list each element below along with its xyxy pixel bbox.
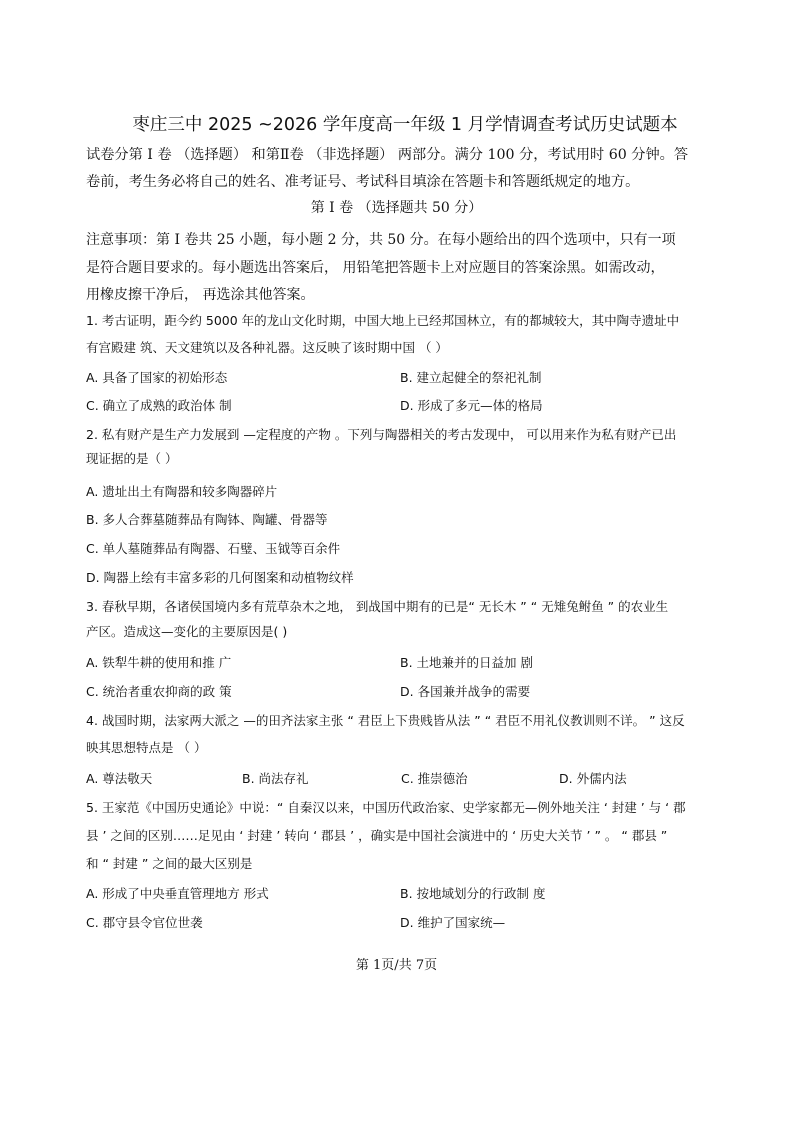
question-1-stem-line-1: 1. 考古证明，距今约 5000 年的龙山文化时期，中国大地上已经邦国林立，有的都城较大，其中陶寺遗址中 — [86, 313, 680, 328]
page-footer: 第 1页/共 7页 — [355, 958, 438, 973]
intro-line-1: 试卷分第 I 卷 （选择题） 和第Ⅱ卷 （非选择题） 两部分。满分 100 分，考试用时 60 分钟。答 — [86, 147, 689, 163]
notice-line-3: 用橡皮擦干净后， 再选涂其他答案。 — [86, 287, 315, 303]
question-2-option-b: B. 多人合葬墓随葬品有陶钵、陶罐、骨器等 — [86, 512, 328, 527]
question-1-option-b: B. 建立起健全的祭祀礼制 — [400, 370, 542, 385]
notice-line-2: 是符合题目要求的。每小题选出答案后， 用铅笔把答题卡上对应题目的答案涂黑。如需改动， — [86, 260, 665, 276]
question-1-stem-line-2: 有宫殿建 筑、天文建筑以及各种礼器。这反映了该时期中国 （ ） — [86, 340, 448, 355]
question-1-option-a: A. 具备了国家的初始形态 — [86, 370, 228, 385]
question-4-stem-line-1: 4. 战国时期，法家两大派之 —的田齐法家主张 “ 君臣上下贵贱皆从法 ” “ 君臣不用礼仪教训则不详。 ” 这反 — [86, 713, 685, 728]
question-5-stem-line-1: 5. 王家范《中国历史通论》中说：“ 自秦汉以来，中国历代政治家、史学家都无—例外地关注 ‘ 封建 ’ 与 ‘ 郡 — [86, 800, 686, 815]
question-4-option-a: A. 尊法敬天 — [86, 771, 153, 786]
question-4-option-b: B. 尚法存礼 — [242, 771, 309, 786]
question-4-option-d: D. 外儒内法 — [559, 771, 627, 786]
question-3-option-c: C. 统治者重农抑商的政 策 — [86, 684, 232, 699]
question-4-option-c: C. 推崇德治 — [401, 771, 468, 786]
question-2-stem-line-2: 现证据的是（ ） — [86, 451, 178, 466]
question-3-option-d: D. 各国兼并战争的需要 — [400, 684, 531, 699]
question-5-stem-line-3: 和 “ 封建 ” 之间的最大区别是 — [86, 856, 253, 871]
question-3-option-a: A. 铁犁牛耕的使用和推 广 — [86, 655, 232, 670]
question-5-option-d: D. 维护了国家统— — [400, 915, 506, 930]
question-5-option-b: B. 按地域划分的行政制 度 — [400, 886, 546, 901]
exam-title: 枣庄三中 2025 ~2026 学年度高一年级 1 月学情调查考试历史试题本 — [132, 115, 678, 135]
question-5-option-c: C. 郡守县令官位世袭 — [86, 915, 203, 930]
intro-line-2: 卷前，考生务必将自己的姓名、准考证号、考试科目填涂在答题卡和答题纸规定的地方。 — [86, 174, 640, 190]
question-5-stem-line-2: 县 ’ 之间的区别……足见由 ‘ 封建 ’ 转向 ‘ 郡县 ’ ，确实是中国社会演进中的 ‘ 历史大关节 ’ ” 。 “ 郡县 ” — [86, 828, 668, 843]
question-1-option-c: C. 确立了成熟的政治体 制 — [86, 398, 232, 413]
question-3-stem-line-2: 产区。造成这—变化的主要原因是( ) — [86, 624, 288, 639]
section-title: 第 I 卷 （选择题共 50 分） — [310, 200, 483, 216]
question-2-option-a: A. 遗址出土有陶器和较多陶器碎片 — [86, 484, 278, 499]
question-2-stem-line-1: 2. 私有财产是生产力发展到 —定程度的产物 。下列与陶器相关的考古发现中， 可以用来作为私有财产已出 — [86, 427, 677, 442]
question-3-option-b: B. 土地兼并的日益加 剧 — [400, 655, 533, 670]
question-1-option-d: D. 形成了多元—体的格局 — [400, 398, 543, 413]
question-3-stem-line-1: 3. 春秋早期，各诸侯国境内多有荒草杂木之地， 到战国中期有的已是“ 无长木 ” “ 无雉兔鲋鱼 ” 的农业生 — [86, 599, 669, 614]
notice-line-1: 注意事项：第 I 卷共 25 小题，每小题 2 分，共 50 分。在每小题给出的四个选项中，只有一项 — [86, 232, 676, 248]
question-2-option-d: D. 陶器上绘有丰富多彩的几何图案和动植物纹样 — [86, 570, 354, 585]
question-5-option-a: A. 形成了中央垂直管理地方 形式 — [86, 886, 269, 901]
question-2-option-c: C. 单人墓随葬品有陶器、石璧、玉钺等百余件 — [86, 541, 341, 556]
question-4-stem-line-2: 映其思想特点是 （ ） — [86, 740, 207, 755]
